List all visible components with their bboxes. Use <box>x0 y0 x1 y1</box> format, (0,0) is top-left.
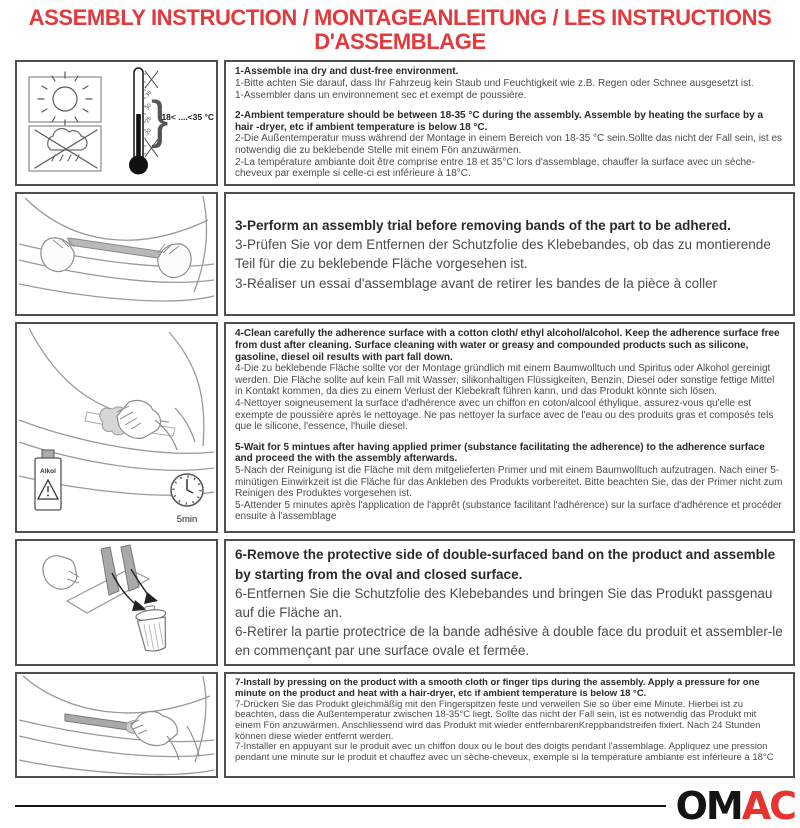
alcohol-bottle-icon <box>35 450 61 510</box>
instruction-5-fr: 5-Attender 5 minutes après l'application de l'apprêt (substance facilitant l'adhérence) sur la surface d'adhérence et procéder ensuite à l'assemblage <box>235 499 782 523</box>
tick-30: 30 <box>144 103 154 112</box>
section-7 <box>235 678 784 763</box>
door-opening-line <box>23 676 210 713</box>
row-cleaning <box>15 322 795 533</box>
pressing-hand-icon <box>130 712 199 761</box>
right-hand-icon <box>158 244 191 278</box>
instruction-4-de: 4-Die zu beklebende Fläche sollte vor der Montage gründlich mit einem Baumwolltuch und Spiritus oder Alkohol gereinigt werden. Die Fläche sollte auf kein Fall mit Wasser, silikonhaltigen Flüssigkeiten, Benzin, Diesel oder sonstige fettige Mittel in Kontakt kommen, da dies zu einem Verlust der Klebekraft führen kann, und das Produkt könnte sich lösen. <box>235 363 775 398</box>
instruction-7-de: 7-Drücken Sie das Produkt gleichmäßig mit den Fingerspitzen feste und verweilen Sie so über eine Minute. Hierbei ist zu beachten, dass die Außentemperatur zwischen 18-35°C liegt. Sollte das nicht der Fall sein, ist es notwendig das Produkt mit einem Fön anzuwärmen. Anschliessend wird das Produkt mit wieder entfernbarenKreppbandstreifen fixiert. Nach 24 Stunden können diese wieder entfernt werden. <box>235 698 761 742</box>
wiping-hand-icon <box>117 401 195 451</box>
section-4 <box>235 328 784 432</box>
page-title: ASSEMBLY INSTRUCTION / MONTAGEANLEITUNG / LES INSTRUCTIONS D'ASSEMBLAGE <box>28 5 772 55</box>
range-brace: } <box>151 91 169 150</box>
environment-illustration <box>15 60 218 186</box>
row-remove-band <box>15 539 795 666</box>
instruction-3-fr: 3-Réaliser un essai d'assemblage avant de retirer les bandes de la pièce à coller <box>235 275 718 291</box>
footer-rule <box>15 805 666 807</box>
row-environment <box>15 60 795 186</box>
door-opening-line <box>25 198 208 240</box>
alcohol-label: Alkol <box>40 468 56 476</box>
instructions-3 <box>224 192 795 316</box>
instruction-5-de: 5-Nach der Reinigung ist die Fläche mit dem mitgelieferten Primer und mit einem Baumwolltuch aufzutragen. Nach einer 5-minütigen Einwirkzeit ist die Fläche für das Ankleben des Produkts vorbereitet. Bitte beachten Sie, das der Primer nicht zum Reinigen des Produktes vorgesehen ist. <box>235 464 783 500</box>
instruction-3-en: 3-Perform an assembly trial before removing bands of the part to be adhered. <box>235 218 731 234</box>
trial-fit-svg <box>17 194 216 314</box>
section-3 <box>235 216 784 293</box>
instruction-2-de: 2-Die Außentemperatur muss während der Montage in einem Bereich von 18-35 °C sein.Sollte das nicht der Fall sein, ist es notwendig die zu beklebende Stelle mit einem Fön anzuwärmen. <box>235 133 783 156</box>
tick-25: 25 <box>144 116 154 125</box>
footer <box>15 786 795 826</box>
temperature-range-label: 18< ....<35 °C <box>161 112 214 123</box>
section-2 <box>235 110 784 180</box>
clock-icon <box>171 474 203 506</box>
instruction-sheet <box>0 5 800 828</box>
instruction-6-de: 6-Entfernen Sie die Schutzfolie des Klebebandes und bringen Sie das Produkt passgenau auf die Fläche an. <box>235 585 773 620</box>
wait-time-label: 5min <box>176 514 198 526</box>
sill-strip <box>69 238 165 259</box>
instruction-7-fr: 7-Installer en appuyant sur le produit avec un chiffon doux ou le bout des doigts pendant l'assemblage. Appliquez une pression pendant une minute sur le produit et chauffez avec un sèche-cheveux, exemple si la température ambiante est inférieure à 18°C <box>235 741 774 763</box>
instruction-3-de: 3-Prüfen Sie vor dem Entfernen der Schutzfolie des Klebebandes, ob das zu montierende Teil für die zu beklebende Fläche vorgesehen ist. <box>235 237 771 272</box>
remove-band-svg <box>17 541 216 664</box>
cross-too-hot <box>145 71 158 88</box>
instruction-5-en: 5-Wait for 5 mintues after having applied primer (substance facilitating the adherence) to the adherence surface and proceed the with the assembly afterwards. <box>235 441 765 465</box>
tick-20: 20 <box>144 128 154 137</box>
press-install-illustration <box>15 672 218 778</box>
instruction-7-en: 7-Install by pressing on the product with a smooth cloth or finger tips during the assembly. Apply a pressure for one minute on the product and heat with a hair-dryer, etc if ambient temperature is below 18 °C. <box>235 677 760 699</box>
omac-logo <box>675 784 795 828</box>
section-1 <box>235 66 784 101</box>
instructions-1-2 <box>224 60 795 186</box>
instruction-1-de: 1-Bitte achten Sie darauf, dass Ihr Fahrzeug kein Staub und Feuchtigkeit wie z.B. Regen oder Schnee ausgesetzt ist. <box>235 77 754 89</box>
instruction-2-fr: 2-La température ambiante doit être comprise entre 18 et 35°C lors d'assemblage, chauffer la surface avec un sèche-cheveux par exemple si celle-ci est inférieure à 18°C. <box>235 156 755 180</box>
remove-band-illustration <box>15 539 218 666</box>
cleaning-svg <box>17 324 216 531</box>
peeling-hand-icon <box>43 556 79 589</box>
cleaning-illustration <box>15 322 218 533</box>
environment-svg <box>17 62 216 184</box>
trial-fit-illustration <box>15 192 218 316</box>
instructions-7 <box>224 672 795 778</box>
section-6 <box>235 545 784 660</box>
installed-strip <box>65 714 135 731</box>
instructions-4-5 <box>224 322 795 533</box>
instructions-6 <box>224 539 795 666</box>
instruction-6-en: 6-Remove the protective side of double-surfaced band on the product and assemble by starting from the oval and closed surface. <box>235 547 776 582</box>
section-5 <box>235 442 784 523</box>
row-press-install <box>15 672 795 778</box>
instruction-table <box>15 60 795 778</box>
logo-text-black: OM <box>675 784 742 828</box>
press-install-svg <box>17 674 216 776</box>
instruction-6-fr: 6-Retirer la partie protectrice de la bande adhésive à double face du produit et assembler-le en commençant par une surface ovale et fermée. <box>235 624 783 659</box>
instruction-4-en: 4-Clean carefully the adherence surface with a cotton cloth/ ethyl alcohol/alcohol. Keep the adherence surface free from dust after cleaning. Surface cleaning with water or greasy and compounded products such as silicone, gasoline, diesel oil results with part fall down. <box>235 328 780 363</box>
logo-text-red: AC <box>741 784 795 828</box>
instruction-2-en: 2-Ambient temperature should be between 18-35 °C during the assembly. Assemble by heating the surface by a hair -dryer, etc if ambient temperature is below 18 °C. <box>235 110 764 133</box>
row-trial-fit <box>15 192 795 316</box>
trash-can-icon <box>135 605 171 654</box>
instruction-1-fr: 1-Assembler dans un environnement sec et exempt de poussière. <box>235 89 527 101</box>
tick-35: 35 <box>144 90 154 99</box>
instruction-1-en: 1-Assemble ina dry and dust-free environment. <box>235 66 459 78</box>
arrowhead-2 <box>144 592 158 604</box>
instruction-4-fr: 4-Nettoyer soigneusement la surface d'adhérence avec un chiffon en coton/alcool éthylique, assurez-vous qu'elle est exempte de poussière après le nettoyage. Ne pas nettoyer la surface avec de l'eau ou des produits gras et composés tels que le silicone, l'essence, l'huile diesel. <box>235 397 774 433</box>
